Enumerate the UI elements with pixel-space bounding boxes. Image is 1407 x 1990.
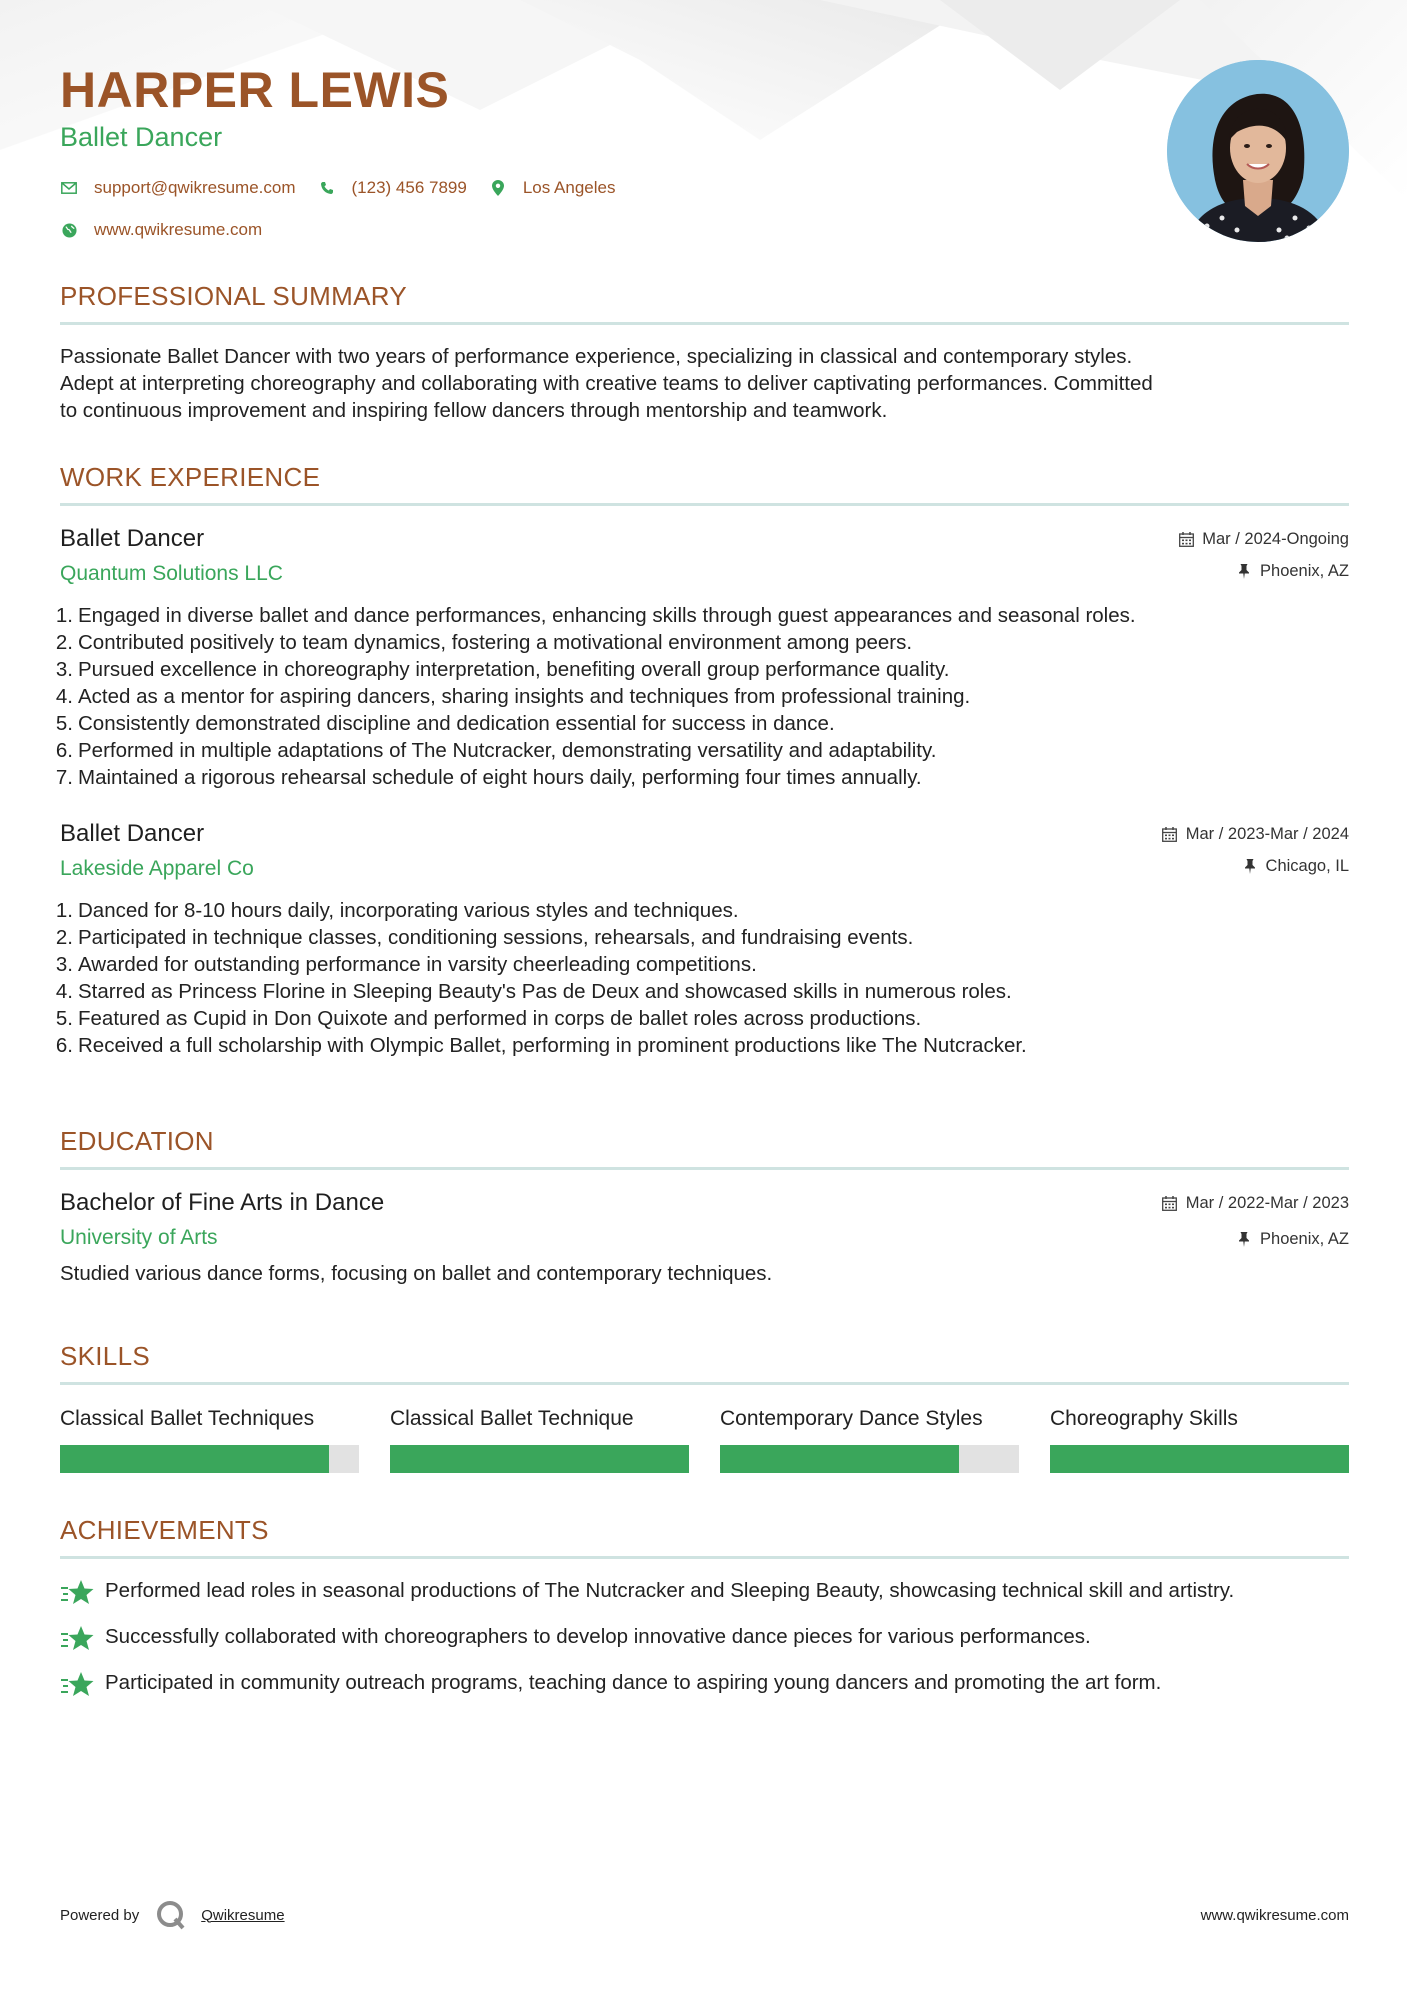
bullet-item: 2. Contributed positively to team dynamics, fostering a motivational environment among peers. — [55, 631, 913, 654]
skill-bar — [720, 1445, 1019, 1473]
skill-name: Classical Ballet Techniques — [60, 1407, 315, 1430]
powered-by-label: Powered by — [60, 1906, 140, 1924]
star-icon — [60, 1671, 94, 1701]
job-dates — [1162, 823, 1349, 845]
bullet-item: 3. Pursued excellence in choreography interpretation, benefiting overall group performance quality. — [55, 658, 950, 681]
education-heading: EDUCATION — [60, 1126, 214, 1156]
bullet-text: Pursued excellence in choreography interpretation, benefiting overall group performance quality. — [78, 658, 950, 681]
summary-text — [60, 343, 1349, 424]
section-divider — [60, 322, 1349, 325]
bullet-text: Maintained a rigorous rehearsal schedule of eight hours daily, performing four times annually. — [78, 766, 922, 789]
summary-line: Passionate Ballet Dancer with two years of performance experience, specializing in classical and contemporary styles. — [60, 345, 1133, 368]
map-pin-icon — [489, 179, 507, 197]
qwikresume-logo-icon — [155, 1899, 187, 1931]
website-text: www.qwikresume.com — [94, 220, 263, 239]
job-entry — [55, 524, 1349, 791]
skill-name: Classical Ballet Technique — [390, 1407, 634, 1430]
skills-section — [60, 1340, 1349, 1473]
job-location — [1162, 855, 1349, 877]
section-divider — [60, 1556, 1349, 1559]
phone-text: (123) 456 7899 — [351, 178, 467, 197]
job-bullets — [55, 897, 1349, 1059]
resume-footer — [60, 1895, 1349, 1935]
bullet-item: 6. Performed in multiple adaptations of The Nutcracker, demonstrating versatility and adaptability. — [55, 739, 937, 762]
bullet-text: Engaged in diverse ballet and dance performances, enhancing skills through guest appearances and seasonal roles. — [78, 604, 1136, 627]
job-entry — [55, 819, 1349, 1059]
skill-item — [720, 1405, 1019, 1473]
envelope-icon — [60, 179, 78, 197]
contact-phone[interactable] — [318, 178, 467, 198]
job-bullets — [55, 602, 1349, 791]
profile-photo — [1167, 60, 1349, 242]
contact-location — [489, 178, 616, 198]
bullet-text: Received a full scholarship with Olympic Ballet, performing in prominent productions like The Nutcracker. — [78, 1034, 1027, 1057]
section-divider — [60, 503, 1349, 506]
achievement-text: Performed lead roles in seasonal productions of The Nutcracker and Sleeping Beauty, showcasing technical skill and artistry. — [105, 1579, 1235, 1602]
calendar-icon — [1162, 826, 1178, 842]
achievement-item — [60, 1669, 1349, 1701]
bullet-item: 4. Starred as Princess Florine in Sleeping Beauty's Pas de Deux and showcased skills in numerous roles. — [55, 980, 1012, 1003]
job-meta — [1162, 823, 1349, 877]
pushpin-icon — [1236, 563, 1252, 579]
calendar-icon — [1178, 531, 1194, 547]
contact-row-primary — [60, 176, 1110, 200]
globe-icon — [60, 221, 78, 239]
achievement-item — [60, 1577, 1349, 1609]
education-section — [60, 1125, 1349, 1287]
summary-line: to continuous improvement and inspiring fellow dancers through mentorship and teamwork. — [60, 399, 888, 422]
education-dates-text: Mar / 2022-Mar / 2023 — [1185, 1193, 1349, 1212]
skill-level-fill — [60, 1445, 329, 1473]
job-title: Ballet Dancer — [60, 820, 205, 847]
profile-portrait — [1167, 60, 1349, 242]
location-text: Los Angeles — [522, 178, 616, 197]
bullet-text: Contributed positively to team dynamics, fostering a motivational environment among peers. — [78, 631, 913, 654]
bullet-text: Awarded for outstanding performance in varsity cheerleading competitions. — [78, 953, 757, 976]
qwikresume-link[interactable]: Qwikresume — [201, 1906, 285, 1924]
education-entry — [60, 1188, 1349, 1287]
summary-heading: PROFESSIONAL SUMMARY — [60, 281, 407, 311]
contact-email[interactable] — [60, 178, 296, 198]
job-location-text: Phoenix, AZ — [1260, 561, 1349, 580]
job-location — [1178, 560, 1349, 582]
section-divider — [60, 1167, 1349, 1170]
bullet-text: Participated in technique classes, conditioning sessions, rehearsals, and fundraising events. — [78, 926, 914, 949]
contact-row-secondary — [60, 218, 1110, 242]
skill-item — [390, 1405, 689, 1473]
phone-icon — [318, 179, 336, 197]
summary-section — [60, 280, 1349, 424]
pushpin-icon — [1236, 1231, 1252, 1247]
job-dates-text: Mar / 2024-Ongoing — [1202, 529, 1349, 548]
skill-bar — [1050, 1445, 1349, 1473]
achievements-heading: ACHIEVEMENTS — [60, 1515, 269, 1545]
skill-bar — [60, 1445, 359, 1473]
job-dates — [1178, 528, 1349, 550]
bullet-item: 1. Engaged in diverse ballet and dance performances, enhancing skills through guest appearances and seasonal roles. — [55, 604, 1136, 627]
skill-level-fill — [390, 1445, 689, 1473]
bullet-item: 1. Danced for 8-10 hours daily, incorporating various styles and techniques. — [55, 899, 739, 922]
school-name: University of Arts — [60, 1226, 218, 1249]
candidate-name: HARPER LEWIS — [60, 62, 450, 118]
bullet-text: Starred as Princess Florine in Sleeping Beauty's Pas de Deux and showcased skills in numerous roles. — [78, 980, 1012, 1003]
calendar-icon — [1162, 1195, 1178, 1211]
skill-bar — [390, 1445, 689, 1473]
achievement-item — [60, 1623, 1349, 1655]
star-icon — [60, 1625, 94, 1655]
footer-website[interactable]: www.qwikresume.com — [1200, 1906, 1349, 1924]
contact-website[interactable] — [60, 220, 262, 240]
skill-level-fill — [720, 1445, 959, 1473]
job-company: Lakeside Apparel Co — [60, 857, 254, 880]
bullet-item: 5. Featured as Cupid in Don Quixote and performed in corps de ballet roles across productions. — [55, 1007, 922, 1030]
job-dates-text: Mar / 2023-Mar / 2024 — [1185, 824, 1349, 843]
email-text: support@qwikresume.com — [94, 178, 296, 197]
education-meta — [1162, 1192, 1349, 1250]
bullet-item: 2. Participated in technique classes, conditioning sessions, rehearsals, and fundraising events. — [55, 926, 914, 949]
pushpin-icon — [1242, 858, 1258, 874]
experience-section — [55, 461, 1349, 1059]
bullet-item: 7. Maintained a rigorous rehearsal schedule of eight hours daily, performing four times annually. — [55, 766, 922, 789]
job-title: Ballet Dancer — [60, 525, 205, 552]
education-dates — [1162, 1192, 1349, 1214]
bullet-text: Performed in multiple adaptations of The Nutcracker, demonstrating versatility and adaptability. — [78, 739, 937, 762]
skills-heading: SKILLS — [60, 1341, 150, 1371]
degree-title: Bachelor of Fine Arts in Dance — [60, 1189, 385, 1216]
skills-grid — [60, 1405, 1349, 1473]
achievements-section — [60, 1514, 1349, 1701]
powered-by — [60, 1899, 285, 1931]
bullet-item: 4. Acted as a mentor for aspiring dancers, sharing insights and techniques from professional training. — [55, 685, 971, 708]
job-location-text: Chicago, IL — [1265, 856, 1349, 875]
skill-level-fill — [1050, 1445, 1349, 1473]
job-meta — [1178, 528, 1349, 582]
skill-item — [60, 1405, 359, 1473]
summary-line: Adept at interpreting choreography and collaborating with creative teams to deliver captivating performances. Committed — [60, 372, 1153, 395]
candidate-role: Ballet Dancer — [60, 122, 223, 152]
bullet-text: Consistently demonstrated discipline and dedication essential for success in dance. — [78, 712, 835, 735]
education-location — [1162, 1228, 1349, 1250]
achievement-text: Successfully collaborated with choreographers to develop innovative dance pieces for various performances. — [105, 1625, 1091, 1648]
experience-heading: WORK EXPERIENCE — [60, 462, 321, 492]
achievements-list — [60, 1577, 1349, 1701]
achievement-text: Participated in community outreach programs, teaching dance to aspiring young dancers and promoting the art form. — [105, 1671, 1162, 1694]
bullet-item: 5. Consistently demonstrated discipline and dedication essential for success in dance. — [55, 712, 835, 735]
bullet-text: Acted as a mentor for aspiring dancers, sharing insights and techniques from professional training. — [78, 685, 971, 708]
bullet-text: Danced for 8-10 hours daily, incorporating various styles and techniques. — [78, 899, 739, 922]
education-description: Studied various dance forms, focusing on ballet and contemporary techniques. — [60, 1262, 773, 1285]
skill-item — [1050, 1405, 1349, 1473]
bullet-text: Featured as Cupid in Don Quixote and performed in corps de ballet roles across productions. — [78, 1007, 922, 1030]
bullet-item: 3. Awarded for outstanding performance in varsity cheerleading competitions. — [55, 953, 757, 976]
job-company: Quantum Solutions LLC — [60, 562, 283, 585]
resume-header — [60, 60, 1110, 242]
skill-name: Choreography Skills — [1050, 1407, 1238, 1430]
skill-name: Contemporary Dance Styles — [720, 1407, 983, 1430]
star-icon — [60, 1579, 94, 1609]
education-location-text: Phoenix, AZ — [1260, 1229, 1349, 1248]
bullet-item: 6. Received a full scholarship with Olympic Ballet, performing in prominent productions like The Nutcracker. — [55, 1034, 1027, 1057]
section-divider — [60, 1382, 1349, 1385]
